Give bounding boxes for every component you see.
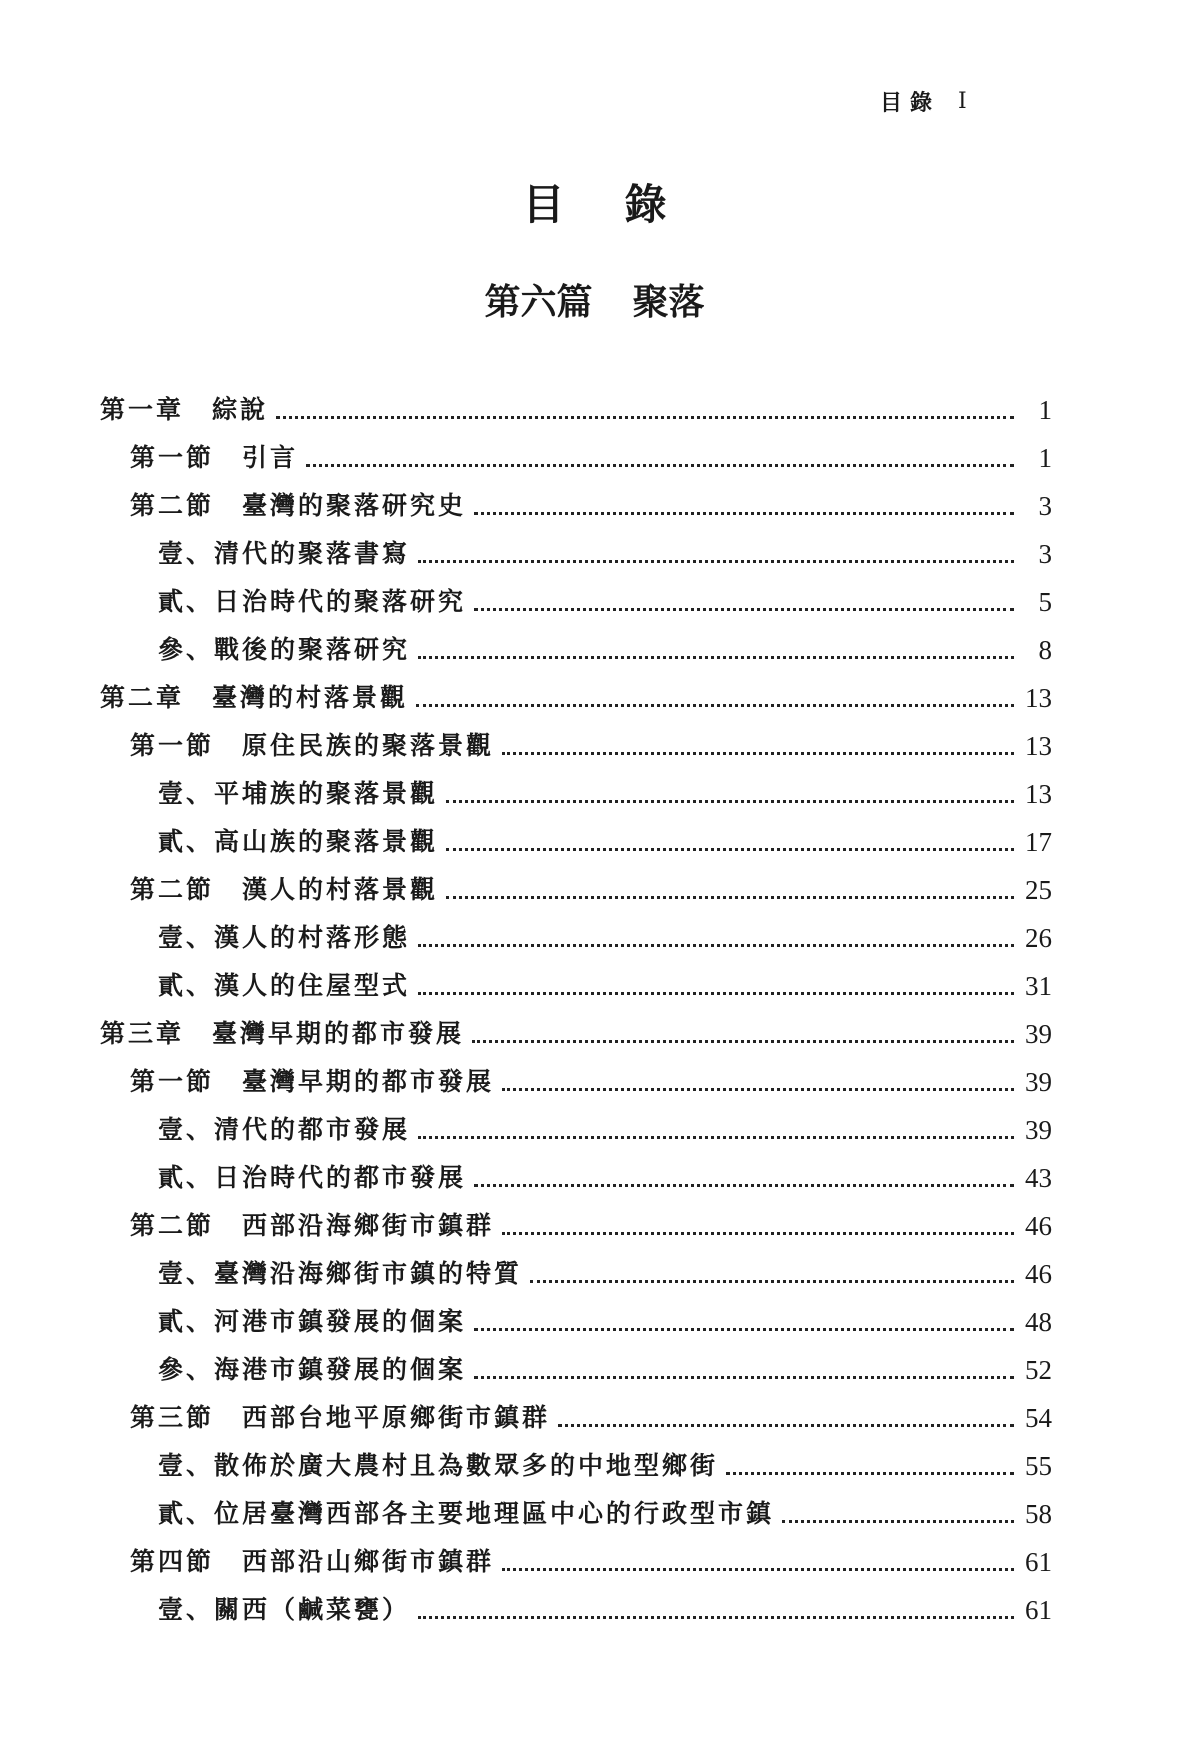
toc-leader-dots [502,1088,1014,1091]
toc-entry-page: 3 [1038,539,1052,569]
toc-entry [100,1194,1052,1242]
toc-entry-title: 西部台地平原鄉街市鎮群 [242,1403,551,1432]
toc-entry-number: 第四節 [130,1547,215,1576]
toc-leader-dots [418,1616,1014,1619]
toc-entry-page: 58 [1025,1499,1052,1529]
toc-entry [100,570,1052,618]
toc-leader-dots [418,992,1014,995]
toc-entry-title: 貳、位居臺灣西部各主要地理區中心的行政型市鎮 [158,1499,775,1528]
toc-entry-number: 第二節 [130,1211,215,1240]
toc-leader-dots [418,944,1014,947]
toc-entry-page: 55 [1025,1451,1052,1481]
running-header-title: 目錄 [880,90,941,116]
toc-entry-number: 第一節 [130,1067,215,1096]
toc-entry-number: 第二節 [130,491,215,520]
toc-entry-title: 引言 [242,443,299,472]
toc-entry-page: 1 [1038,395,1052,425]
toc-entry [100,1098,1052,1146]
toc-entry-page: 43 [1025,1163,1052,1193]
toc-leader-dots [502,1232,1014,1235]
toc-leader-dots [502,1568,1014,1571]
toc-entry-page: 8 [1038,635,1052,665]
page-title: 目錄 [522,180,727,229]
toc-entry-page: 48 [1025,1307,1052,1337]
toc-leader-dots [474,1328,1014,1331]
toc-leader-dots [446,848,1014,851]
part-title-prefix: 第六篇 [484,281,593,323]
toc-entry-number: 第三章 [100,1019,185,1048]
toc-entry-title: 壹、臺灣沿海鄉街市鎮的特質 [158,1259,523,1288]
toc-entry [100,618,1052,666]
toc-entry [100,714,1052,762]
toc-leader-dots [418,560,1014,563]
toc-entry [100,1434,1052,1482]
toc-entry [100,1578,1052,1626]
toc-entry-title: 壹、漢人的村落形態 [158,923,411,952]
toc-entry-page: 61 [1025,1547,1052,1577]
toc-entry-number: 第二節 [130,875,215,904]
toc-leader-dots [474,608,1014,611]
toc-entry-page: 61 [1025,1595,1052,1625]
toc-leader-dots [726,1472,1014,1475]
toc-entry-page: 39 [1025,1067,1052,1097]
running-header [880,86,1040,117]
toc-entry-title: 原住民族的聚落景觀 [242,731,495,760]
toc-entry-title: 貳、高山族的聚落景觀 [158,827,439,856]
toc-entry-page: 25 [1025,875,1052,905]
toc-entry [100,858,1052,906]
toc-entry-title: 西部沿山鄉街市鎮群 [242,1547,495,1576]
toc-entry-title: 壹、清代的都市發展 [158,1115,411,1144]
toc-entry-number: 第二章 [100,683,185,712]
toc-leader-dots [418,1136,1014,1139]
toc-leader-dots [446,896,1014,899]
toc-entry [100,762,1052,810]
part-title-name: 聚落 [632,281,705,323]
toc-entry-title: 壹、散佈於廣大農村且為數眾多的中地型鄉街 [158,1451,719,1480]
toc-entry-page: 17 [1025,827,1052,857]
toc-entry-title: 臺灣早期的都市發展 [242,1067,495,1096]
toc-entry [100,906,1052,954]
toc-entry-page: 46 [1025,1211,1052,1241]
toc-entry [100,474,1052,522]
toc-entry-page: 26 [1025,923,1052,953]
toc-leader-dots [474,1184,1014,1187]
toc-entry-number: 第一節 [130,443,215,472]
toc-entry [100,522,1052,570]
toc-entry-page: 31 [1025,971,1052,1001]
toc-entry [100,1290,1052,1338]
toc-entry-page: 5 [1038,587,1052,617]
toc-leader-dots [558,1424,1014,1427]
toc-entry-page: 46 [1025,1259,1052,1289]
toc-leader-dots [474,1376,1014,1379]
toc-entry [100,1530,1052,1578]
toc-entry-number: 第一章 [100,395,185,424]
toc-entry [100,810,1052,858]
toc-entry-page: 39 [1025,1115,1052,1145]
toc-entry [100,954,1052,1002]
toc-entry [100,1002,1052,1050]
toc-entry [100,666,1052,714]
toc-entry [100,1242,1052,1290]
toc-entry-page: 39 [1025,1019,1052,1049]
table-of-contents [100,378,1052,1626]
toc-entry-title: 貳、漢人的住屋型式 [158,971,411,1000]
toc-entry [100,1386,1052,1434]
toc-leader-dots [446,800,1014,803]
toc-entry-page: 13 [1025,731,1052,761]
toc-entry-page: 52 [1025,1355,1052,1385]
toc-leader-dots [474,512,1014,515]
toc-leader-dots [306,464,1014,467]
toc-leader-dots [530,1280,1014,1283]
toc-entry-page: 3 [1038,491,1052,521]
toc-entry-page: 1 [1038,443,1052,473]
running-header-page-number: I [958,89,967,114]
toc-entry-title: 臺灣的聚落研究史 [242,491,467,520]
toc-entry-number: 第一節 [130,731,215,760]
toc-entry-title: 參、海港市鎮發展的個案 [158,1355,467,1384]
toc-entry [100,1146,1052,1194]
toc-entry-title: 壹、清代的聚落書寫 [158,539,411,568]
toc-entry [100,426,1052,474]
toc-entry-title: 貳、河港市鎮發展的個案 [158,1307,467,1336]
toc-entry [100,1338,1052,1386]
toc-entry-title: 臺灣的村落景觀 [212,683,409,712]
toc-leader-dots [276,416,1014,419]
toc-entry-title: 參、戰後的聚落研究 [158,635,411,664]
toc-entry-title: 綜說 [212,395,269,424]
toc-entry-page: 13 [1025,683,1052,713]
toc-entry-title: 貳、日治時代的聚落研究 [158,587,467,616]
toc-leader-dots [418,656,1014,659]
toc-leader-dots [416,704,1014,707]
toc-entry-title: 西部沿海鄉街市鎮群 [242,1211,495,1240]
toc-entry-number: 第三節 [130,1403,215,1432]
toc-entry-page: 54 [1025,1403,1052,1433]
toc-entry-title: 臺灣早期的都市發展 [212,1019,465,1048]
toc-entry-page: 13 [1025,779,1052,809]
toc-entry-title: 壹、關西（鹹菜甕） [158,1595,411,1624]
toc-entry [100,1482,1052,1530]
toc-entry-title: 漢人的村落景觀 [242,875,439,904]
part-title [0,274,1189,325]
toc-leader-dots [502,752,1014,755]
toc-entry-title: 貳、日治時代的都市發展 [158,1163,467,1192]
toc-entry-title: 壹、平埔族的聚落景觀 [158,779,439,808]
toc-leader-dots [782,1520,1014,1523]
toc-entry [100,1050,1052,1098]
toc-leader-dots [472,1040,1014,1043]
toc-entry [100,378,1052,426]
